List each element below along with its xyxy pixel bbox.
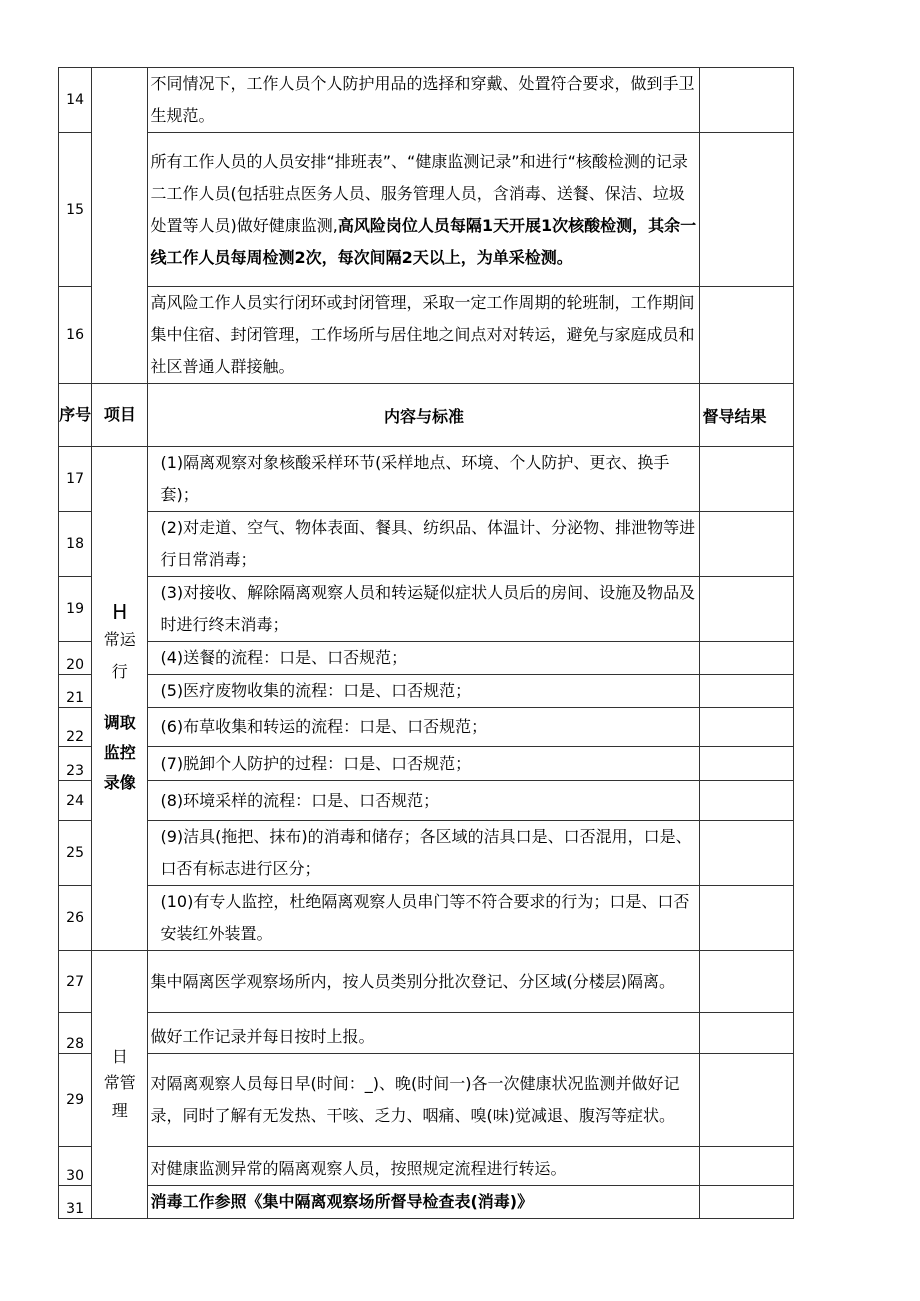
row-number: 31 <box>59 1186 92 1219</box>
table-row <box>59 951 794 1013</box>
row-number: 20 <box>59 642 92 675</box>
row-content: (2)对走道、空气、物体表面、餐具、纺织品、体温计、分泌物、排泄物等进行日常消毒； <box>148 512 700 577</box>
row-content: (1)隔离观察对象核酸采样环节(采样地点、环境、个人防护、更衣、换手套)； <box>148 447 700 512</box>
table-row <box>59 512 794 577</box>
result-cell[interactable] <box>700 675 794 708</box>
result-cell[interactable] <box>700 1147 794 1186</box>
row-number: 16 <box>59 287 92 384</box>
row-content: 对健康监测异常的隔离观察人员，按照规定流程进行转运。 <box>148 1147 700 1186</box>
result-cell[interactable] <box>700 886 794 951</box>
table-row <box>59 68 794 133</box>
result-cell[interactable] <box>700 781 794 821</box>
row-number: 14 <box>59 68 92 133</box>
project-line: 常管理 <box>103 1072 136 1120</box>
row-number: 18 <box>59 512 92 577</box>
row-content <box>148 133 700 287</box>
row-content: (10)有专人监控，杜绝隔离观察人员串门等不符合要求的行为；口是、口否安装红外装置。 <box>148 886 700 951</box>
table-row <box>59 1054 794 1147</box>
result-cell[interactable] <box>700 642 794 675</box>
row-number: 30 <box>59 1147 92 1186</box>
result-cell[interactable] <box>700 951 794 1013</box>
row-content: 高风险工作人员实行闭环或封闭管理，采取一定工作周期的轮班制，工作期间集中住宿、封闭管理，工作场所与居住地之间点对对转运，避免与家庭成员和社区普通人群接触。 <box>148 287 700 384</box>
result-cell[interactable] <box>700 1013 794 1054</box>
row-content-plain: 所有工作人员的人员安排“排班表”、“健康监测记录”和进行“核酸检测的记录二工作人员(包括驻点医务人员、服务管理人员，含消毒、送餐、保洁、垃圾处置等人员)做好健康监测, <box>150 151 688 235</box>
table-row <box>59 708 794 747</box>
table-row <box>59 1147 794 1186</box>
result-cell[interactable] <box>700 133 794 287</box>
table-row <box>59 886 794 951</box>
row-number: 19 <box>59 577 92 642</box>
header-number: 序号 <box>59 384 92 447</box>
row-number: 28 <box>59 1013 92 1054</box>
project-line: 日 <box>111 1046 128 1066</box>
row-number: 26 <box>59 886 92 951</box>
result-cell[interactable] <box>700 287 794 384</box>
row-number: 23 <box>59 747 92 781</box>
row-content: (4)送餐的流程：口是、口否规范； <box>148 642 700 675</box>
row-number: 24 <box>59 781 92 821</box>
table-row <box>59 1186 794 1219</box>
inspection-table <box>58 67 794 1219</box>
row-content: (8)环境采样的流程：口是、口否规范； <box>148 781 700 821</box>
row-content: (6)布草收集和转运的流程：口是、口否规范； <box>148 708 700 747</box>
row-content: 集中隔离医学观察场所内，按人员类别分批次登记、分区域(分楼层)隔离。 <box>148 951 700 1013</box>
header-result: 督导结果 <box>700 384 794 447</box>
table-row <box>59 577 794 642</box>
row-content-bold: 高风险岗位人员每隔1天开展1次核酸检测，其余一线工作人员每周检测2次，每次间隔2天以上，为单采检测。 <box>150 215 697 267</box>
result-cell[interactable] <box>700 1186 794 1219</box>
project-line: H <box>112 599 128 624</box>
result-cell[interactable] <box>700 821 794 886</box>
row-content: 对隔离观察人员每日早(时间：_)、晚(时间一)各一次健康状况监测并做好记录，同时了解有无发热、干咳、乏力、咽痛、嗅(味)觉减退、腹泻等症状。 <box>148 1054 700 1147</box>
row-content: (7)脱卸个人防护的过程：口是、口否规范； <box>148 747 700 781</box>
table-row <box>59 642 794 675</box>
table-header-row <box>59 384 794 447</box>
project-cell-empty <box>92 68 148 384</box>
result-cell[interactable] <box>700 512 794 577</box>
result-cell[interactable] <box>700 577 794 642</box>
row-content: (9)洁具(拖把、抹布)的消毒和储存；各区域的洁具口是、口否混用，口是、口否有标志进行区分； <box>148 821 700 886</box>
table-row <box>59 821 794 886</box>
row-number: 21 <box>59 675 92 708</box>
row-content: 不同情况下，工作人员个人防护用品的选择和穿戴、处置符合要求，做到手卫生规范。 <box>148 68 700 133</box>
result-cell[interactable] <box>700 1054 794 1147</box>
row-number: 25 <box>59 821 92 886</box>
table-row <box>59 781 794 821</box>
result-cell[interactable] <box>700 747 794 781</box>
table-row <box>59 1013 794 1054</box>
row-content: 消毒工作参照《集中隔离观察场所督导检查表(消毒)》 <box>148 1186 700 1219</box>
project-line: 常运行 <box>103 629 136 681</box>
header-content: 内容与标准 <box>148 384 700 447</box>
row-number: 27 <box>59 951 92 1013</box>
row-number: 15 <box>59 133 92 287</box>
result-cell[interactable] <box>700 447 794 512</box>
table-row <box>59 133 794 287</box>
row-number: 17 <box>59 447 92 512</box>
row-content: 做好工作记录并每日按时上报。 <box>148 1013 700 1054</box>
table-row <box>59 747 794 781</box>
result-cell[interactable] <box>700 68 794 133</box>
result-cell[interactable] <box>700 708 794 747</box>
row-content: (3)对接收、解除隔离观察人员和转运疑似症状人员后的房间、设施及物品及时进行终末消毒； <box>148 577 700 642</box>
table-row <box>59 287 794 384</box>
project-line: 调取监控录像 <box>103 712 136 792</box>
row-number: 22 <box>59 708 92 747</box>
project-daily-management <box>92 951 148 1219</box>
table-row <box>59 447 794 512</box>
project-daily-operation <box>92 447 148 951</box>
row-number: 29 <box>59 1054 92 1147</box>
table-row <box>59 675 794 708</box>
row-content: (5)医疗废物收集的流程：口是、口否规范； <box>148 675 700 708</box>
header-project: 项目 <box>92 384 148 447</box>
